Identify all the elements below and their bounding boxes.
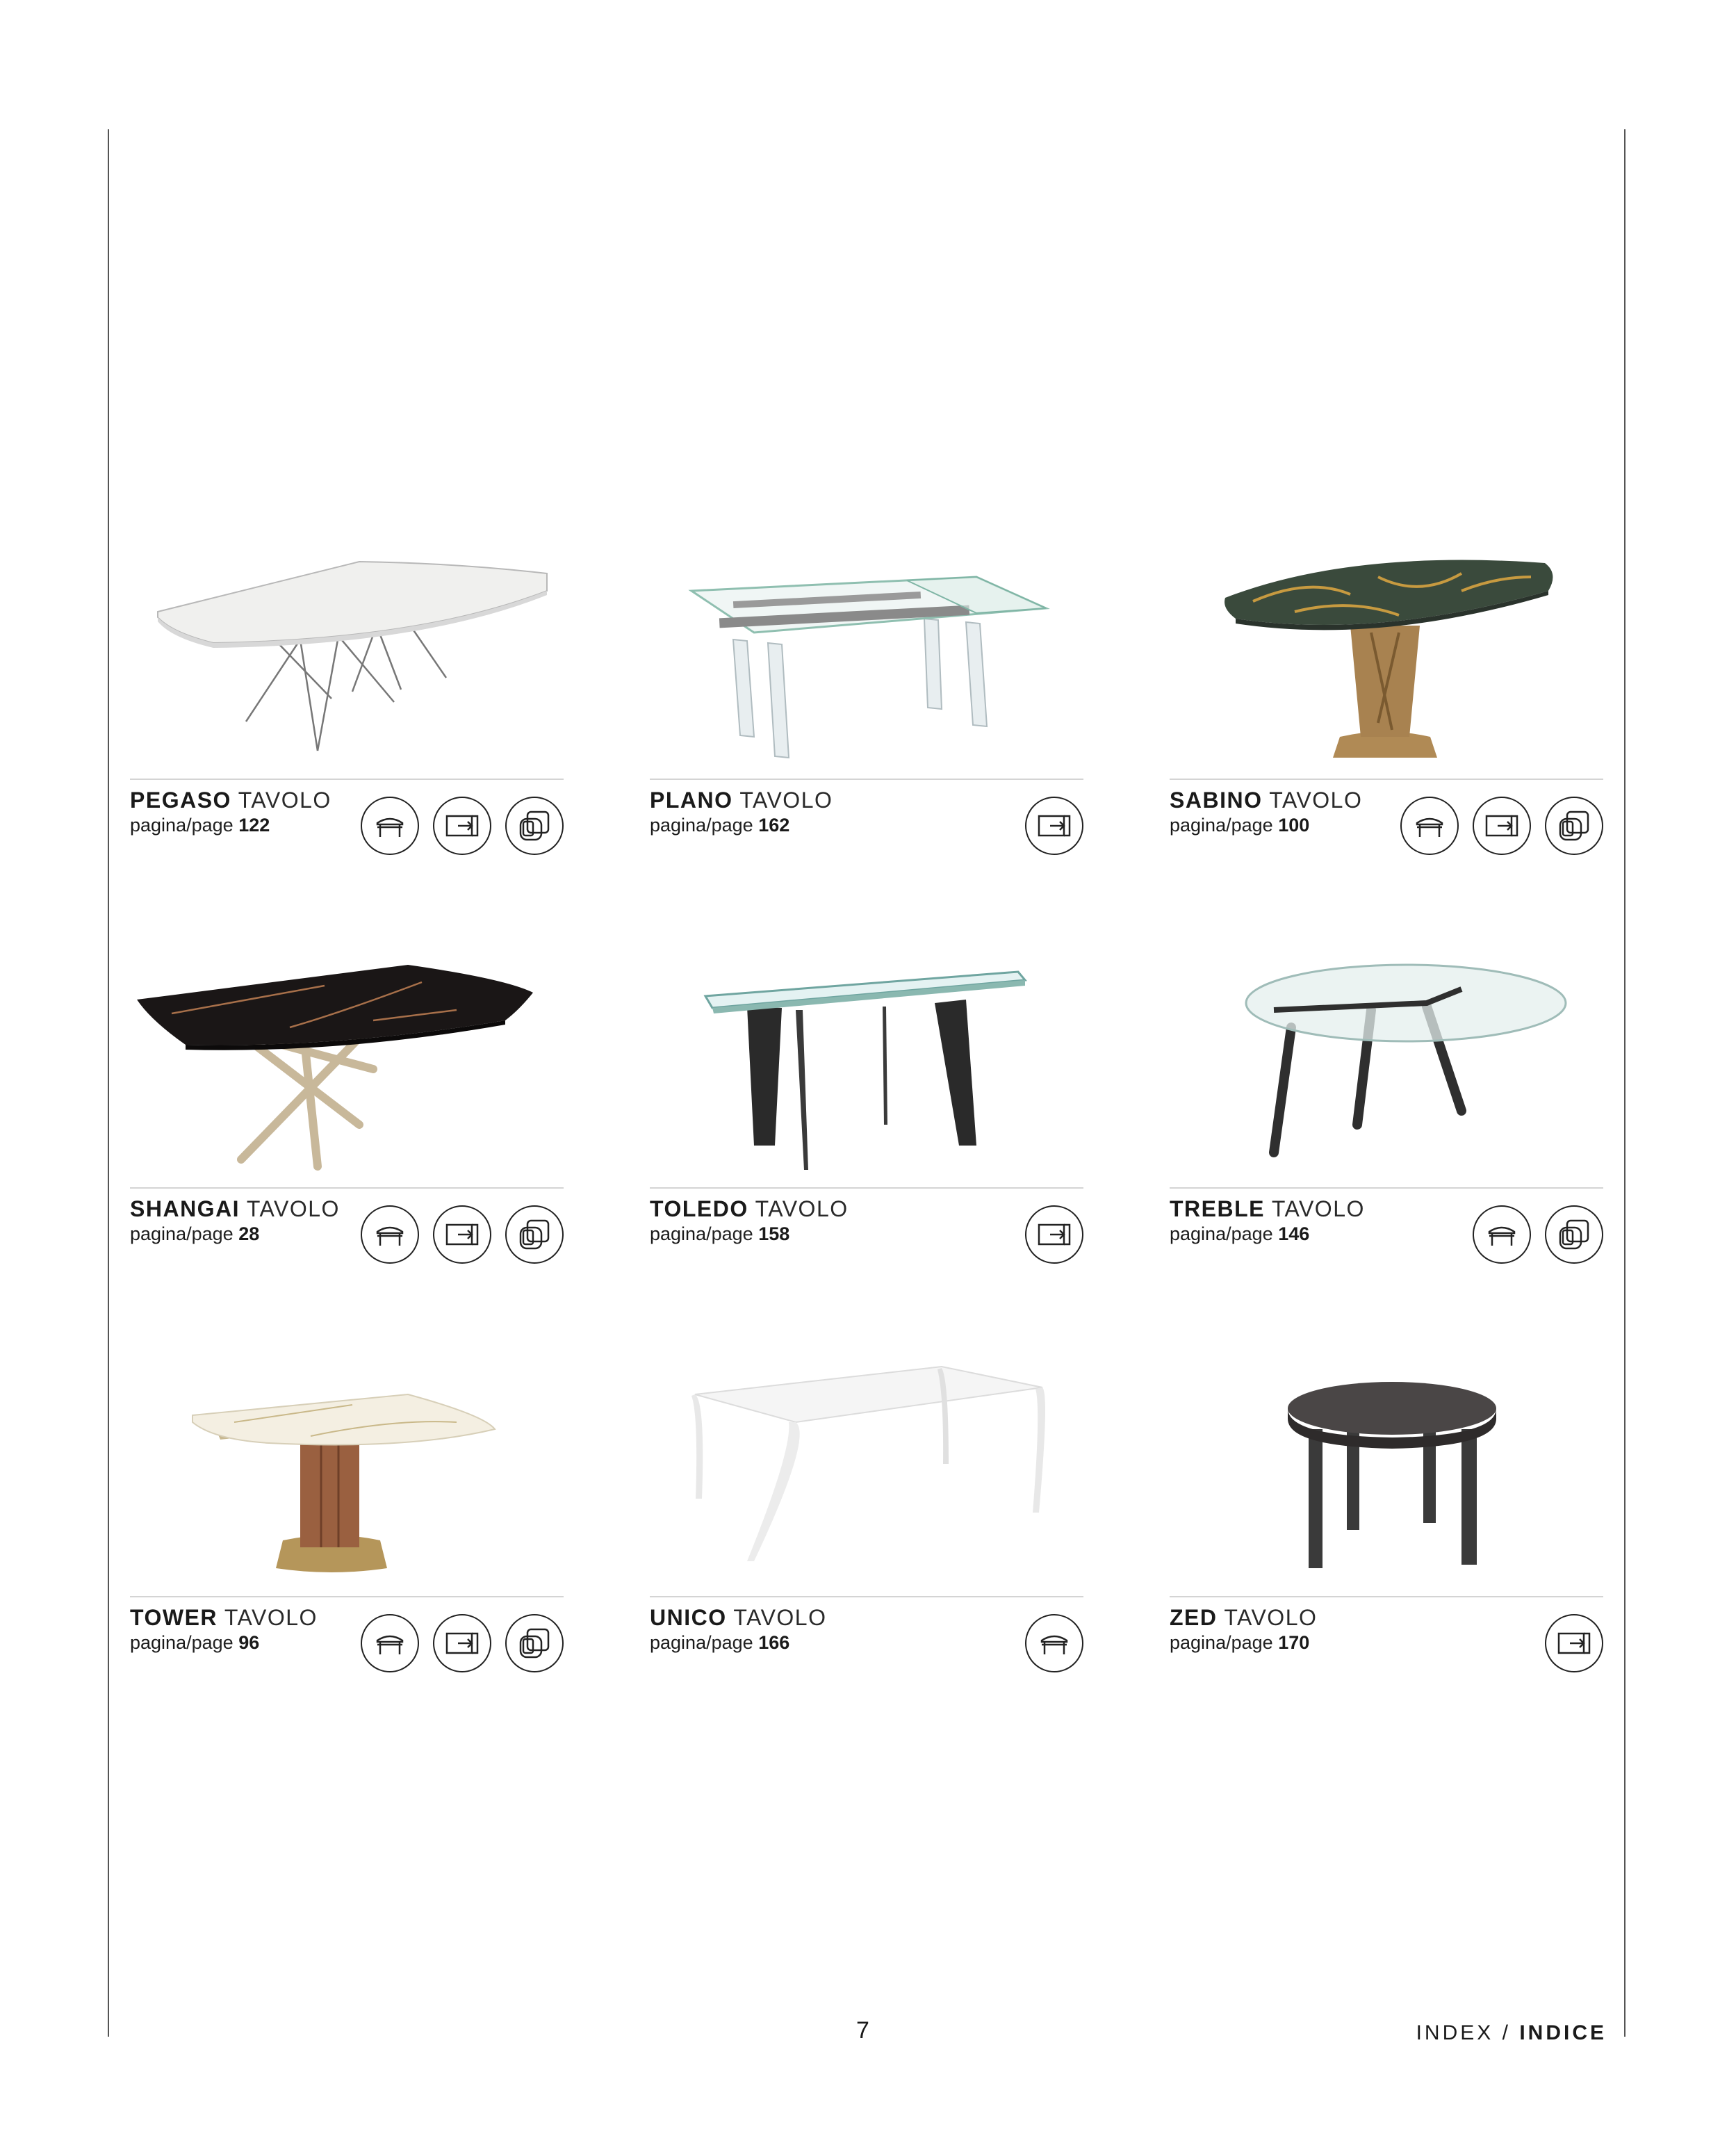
product-name: SABINO TAVOLO: [1170, 788, 1363, 813]
divider: [1170, 1187, 1603, 1189]
feature-icons: [1545, 1614, 1603, 1672]
feature-icons: [361, 797, 564, 855]
page-reference: pagina/page 162: [650, 815, 790, 836]
feature-icons: [1473, 1205, 1603, 1264]
top-options-icon: [1545, 797, 1603, 855]
product-image-shangai: [130, 944, 564, 1180]
extendable-icon: [433, 1205, 491, 1264]
product-name: PLANO TAVOLO: [650, 788, 833, 813]
product-image-zed: [1170, 1353, 1603, 1589]
table-icon: [1400, 797, 1459, 855]
feature-icons: [361, 1205, 564, 1264]
product-card-sabino[interactable]: [1170, 535, 1603, 911]
divider: [650, 1596, 1083, 1597]
divider: [1170, 779, 1603, 780]
index-label: INDEX / INDICE: [1416, 2021, 1607, 2044]
product-name: UNICO TAVOLO: [650, 1605, 827, 1630]
product-image-pegaso: [130, 535, 564, 772]
divider: [130, 1596, 564, 1597]
page-reference: pagina/page 146: [1170, 1223, 1310, 1244]
product-name: SHANGAI TAVOLO: [130, 1196, 340, 1221]
table-icon: [1025, 1614, 1083, 1672]
feature-icons: [1025, 797, 1083, 855]
top-options-icon: [505, 1205, 564, 1264]
table-icon: [1473, 1205, 1531, 1264]
page-reference: pagina/page 166: [650, 1632, 790, 1653]
product-image-plano: [650, 535, 1083, 772]
divider: [650, 1187, 1083, 1189]
page-reference: pagina/page 122: [130, 815, 270, 836]
product-name: ZED TAVOLO: [1170, 1605, 1318, 1630]
product-card-treble[interactable]: [1170, 944, 1603, 1319]
page-reference: pagina/page 96: [130, 1632, 260, 1653]
divider: [130, 779, 564, 780]
divider: [1170, 1596, 1603, 1597]
product-name: PEGASO TAVOLO: [130, 788, 331, 813]
extendable-icon: [1545, 1614, 1603, 1672]
page-reference: pagina/page 158: [650, 1223, 790, 1244]
feature-icons: [361, 1614, 564, 1672]
product-name: TOWER TAVOLO: [130, 1605, 318, 1630]
extendable-icon: [1025, 1205, 1083, 1264]
top-options-icon: [505, 797, 564, 855]
product-card-tower[interactable]: [130, 1353, 564, 1728]
product-card-unico[interactable]: [650, 1353, 1083, 1728]
product-image-treble: [1170, 944, 1603, 1180]
divider: [130, 1187, 564, 1189]
product-card-shangai[interactable]: [130, 944, 564, 1319]
product-image-sabino: [1170, 535, 1603, 772]
top-options-icon: [505, 1614, 564, 1672]
page-reference: pagina/page 28: [130, 1223, 260, 1244]
product-image-toledo: [650, 944, 1083, 1180]
feature-icons: [1400, 797, 1603, 855]
feature-icons: [1025, 1614, 1083, 1672]
extendable-icon: [1473, 797, 1531, 855]
product-card-plano[interactable]: [650, 535, 1083, 911]
left-margin-line: [108, 129, 109, 2037]
top-options-icon: [1545, 1205, 1603, 1264]
divider: [650, 779, 1083, 780]
table-icon: [361, 797, 419, 855]
feature-icons: [1025, 1205, 1083, 1264]
page-reference: pagina/page 170: [1170, 1632, 1310, 1653]
product-image-unico: [650, 1353, 1083, 1589]
table-icon: [361, 1205, 419, 1264]
page-number: 7: [856, 2017, 869, 2044]
product-image-tower: [130, 1353, 564, 1589]
table-icon: [361, 1614, 419, 1672]
product-name: TREBLE TAVOLO: [1170, 1196, 1365, 1221]
product-name: TOLEDO TAVOLO: [650, 1196, 849, 1221]
extendable-icon: [433, 1614, 491, 1672]
product-card-toledo[interactable]: [650, 944, 1083, 1319]
extendable-icon: [433, 797, 491, 855]
product-card-zed[interactable]: [1170, 1353, 1603, 1728]
right-margin-line: [1624, 129, 1626, 2037]
extendable-icon: [1025, 797, 1083, 855]
page-reference: pagina/page 100: [1170, 815, 1310, 836]
product-card-pegaso[interactable]: [130, 535, 564, 911]
